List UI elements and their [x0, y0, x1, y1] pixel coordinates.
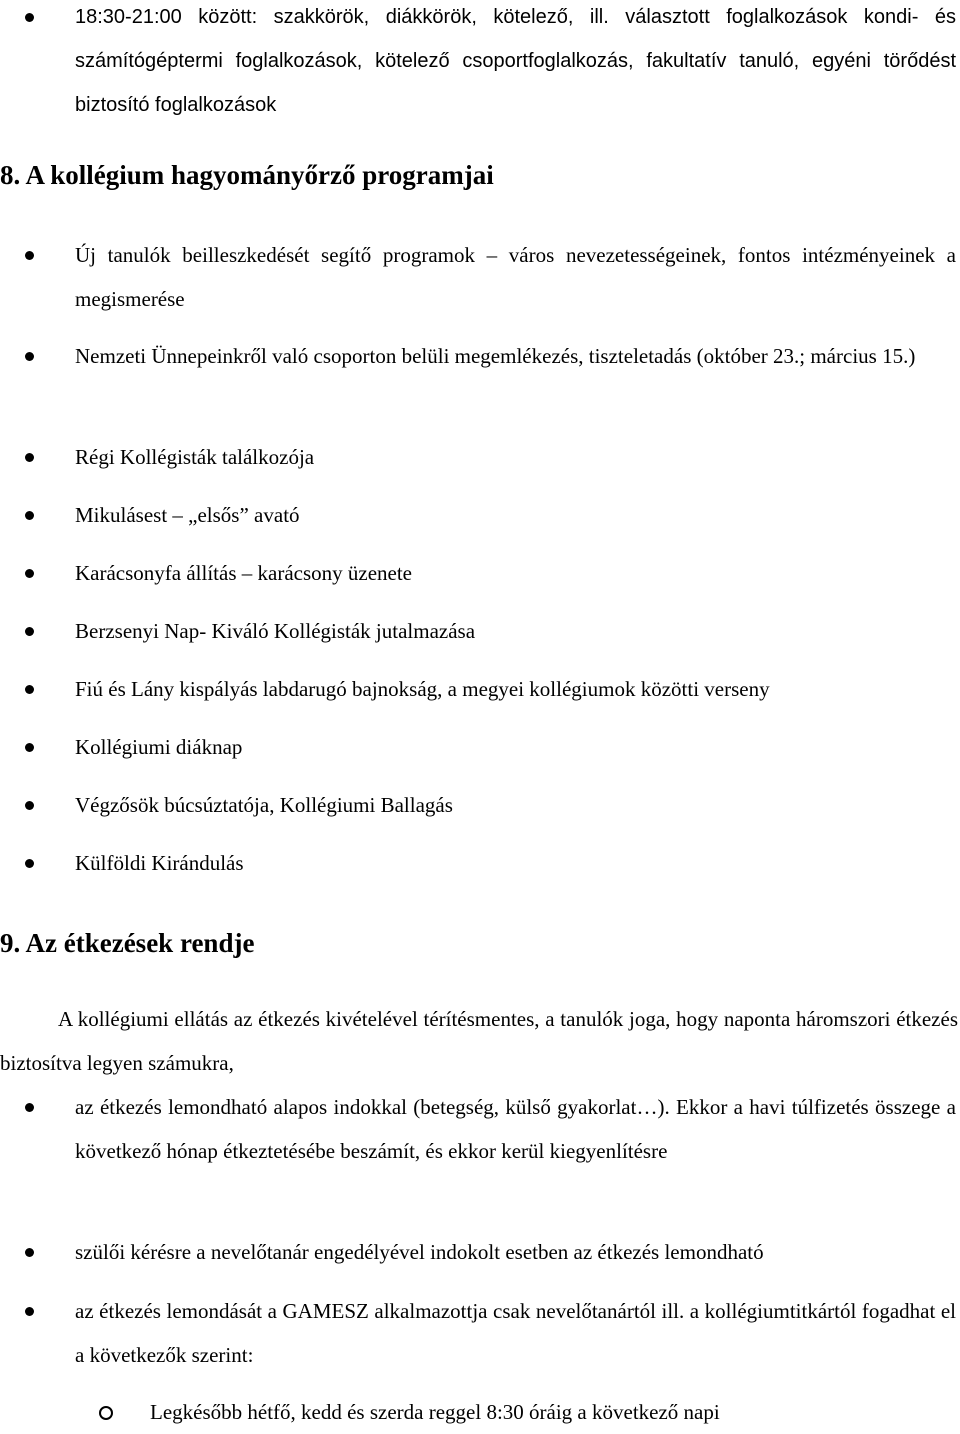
bullet-icon [25, 627, 34, 636]
list-item: Nemzeti Ünnepeinkről való csoporton belüli megemlékezés, tiszteletadás (október 23.; március 15.) [75, 344, 916, 368]
bullet-icon [25, 801, 34, 810]
list-item: Régi Kollégisták találkozója [75, 445, 315, 469]
bullet-icon [25, 1103, 34, 1112]
list-item: Karácsonyfa állítás – karácsony üzenete [75, 561, 413, 585]
list-item: Berzsenyi Nap- Kiváló Kollégisták jutalmazása [75, 619, 476, 643]
list-item: Fiú és Lány kispályás labdarugó bajnokság, a megyei kollégiumok közötti verseny [75, 677, 770, 701]
list-item: Végzősök búcsúztatója, Kollégiumi Ballagás [75, 793, 453, 817]
list-item: Külföldi Kirándulás [75, 851, 244, 875]
bullet-icon [25, 1307, 34, 1316]
bullet-icon [25, 352, 34, 361]
bullet-icon [25, 511, 34, 520]
bullet-icon [25, 453, 34, 462]
bullet-icon [25, 1248, 34, 1257]
list-item: Új tanulók beilleszkedését segítő programok – város nevezetességeinek, fontos intézményeinek a megismerése [75, 243, 956, 311]
section-heading-9: 9. Az étkezések rendje [0, 928, 255, 958]
bullet-icon [25, 251, 34, 260]
list-item: az étkezés lemondható alapos indokkal (betegség, külső gyakorlat…). Ekkor a havi túlfizetés összege a következő hónap étkeztetésébe beszámít, és ekkor kerül kiegyenlítésre [75, 1095, 956, 1163]
bullet-icon [25, 13, 34, 22]
sub-list-item: Legkésőbb hétfő, kedd és szerda reggel 8:30 óráig a következő napi [150, 1400, 720, 1424]
section-heading-8: 8. A kollégium hagyományőrző programjai [0, 160, 494, 190]
bullet-icon [25, 743, 34, 752]
list-item: Mikulásest – „elsős” avató [75, 503, 300, 527]
list-item: szülői kérésre a nevelőtanár engedélyével indokolt esetben az étkezés lemondható [75, 1240, 764, 1264]
sub-bullet-icon [99, 1406, 113, 1420]
bullet-icon [25, 569, 34, 578]
bullet-icon [25, 685, 34, 694]
bullet-icon [25, 859, 34, 868]
paragraph-text: A kollégiumi ellátás az étkezés kivételével térítésmentes, a tanulók joga, hogy naponta háromszori étkezés biztosítva legyen számukra, [0, 1007, 958, 1075]
list-item: Kollégiumi diáknap [75, 735, 243, 759]
list-item: 18:30-21:00 között: szakkörök, diákkörök, kötelező, ill. választott foglalkozások kondi- és számítógéptermi foglalkozások, kötelező csoportfoglalkozás, fakultatív tanuló, egyéni törődést biztosító foglalkozások [75, 6, 956, 116]
paragraph [0, 997, 958, 1085]
list-item: az étkezés lemondását a GAMESZ alkalmazottja csak nevelőtanártól ill. a kollégiumtitkártól fogadhat el a következők szerint: [75, 1299, 956, 1367]
